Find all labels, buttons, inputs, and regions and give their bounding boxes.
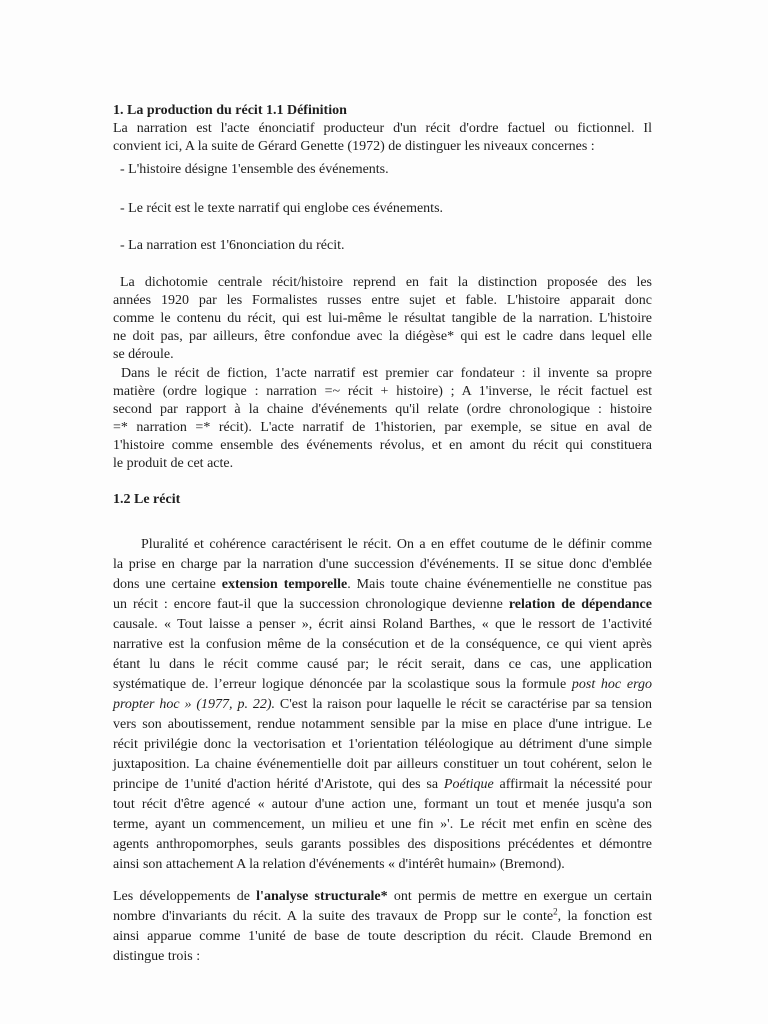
text-run: nombre d'invariants du récit. A la suite des travaux de Propp sur le conte xyxy=(113,909,554,924)
paragraph-line xyxy=(113,775,652,795)
paragraph-dichotomie xyxy=(113,274,652,364)
section-heading-1-block xyxy=(113,102,652,120)
list-item: - Le récit est le texte narratif qui englobe ces événements. xyxy=(120,201,444,216)
paragraph-line xyxy=(113,907,652,927)
italic-text: post hoc ergo xyxy=(571,677,652,692)
paragraph-line: agents anthropomorphes, seuls garants possibles des dispositions précédentes et démontre xyxy=(113,837,652,852)
paragraph-line: 1'histoire comme ensemble des événements révolus, et en amont du récit qui constituera xyxy=(113,438,652,453)
paragraph-line: distingue trois : xyxy=(113,949,201,964)
intro-paragraph xyxy=(113,120,652,156)
level-item-histoire xyxy=(113,161,652,179)
paragraph-pluralite xyxy=(113,535,652,875)
paragraph-line: se déroule. xyxy=(113,347,174,362)
paragraph-line: vers son aboutissement, rendue notamment sensible par la mise en place d'une intrigue. Le xyxy=(113,717,652,732)
text-run: Les développements de xyxy=(113,889,257,904)
paragraph-line: Dans le récit de fiction, 1'acte narratif est premier car fondateur : il invente sa propre xyxy=(121,366,652,381)
text-run: affirmait la nécessité pour xyxy=(493,777,652,792)
text-run: C'est la raison pour laquelle le récit se caractérise par sa tension xyxy=(275,697,652,712)
paragraph-line: La dichotomie centrale récit/histoire reprend en fait la distinction proposée des les xyxy=(120,275,652,290)
paragraph-line: second par rapport à la chaine d'événements qu'il relate (ordre chronologique : histoire xyxy=(113,402,652,417)
paragraph-analyse-structurale xyxy=(113,887,652,967)
paragraph-line: causale. « Tout laisse a penser », écrit ainsi Roland Barthes, « que le ressort de 1'activité xyxy=(113,617,652,632)
section-heading-2-block xyxy=(113,491,652,509)
paragraph-fiction xyxy=(113,365,652,473)
paragraph-line: =* narration =* récit). L'acte narratif de 1'historien, par exemple, se situe en aval de xyxy=(113,420,652,435)
footnote-marker: 2 xyxy=(553,906,558,917)
paragraph-line: La narration est l'acte énonciatif producteur d'un récit d'ordre factuel ou fictionnel. Il xyxy=(113,121,652,136)
text-run: systématique de. l’erreur logique dénoncée par la scolastique sous la formule xyxy=(113,677,572,692)
bold-term: extension temporelle xyxy=(221,577,348,592)
paragraph-line: ne doit pas, par ailleurs, être confondue avec la diégèse* qui est le cadre dans lequel elle xyxy=(113,329,652,344)
paragraph-line xyxy=(113,887,652,907)
text-run: ont permis de mettre en exergue un certain xyxy=(387,889,652,904)
list-item: - L'histoire désigne 1'ensemble des événements. xyxy=(120,162,389,177)
text-run: dons une certaine xyxy=(113,577,222,592)
text-run: . Mais toute chaine événementielle ne constitue pas xyxy=(347,577,652,592)
paragraph-line: récit privilégie donc la vectorisation et 1'orientation téléologique au détriment d'une simple xyxy=(113,737,652,752)
italic-text: propter hoc » (1977, p. 22). xyxy=(113,697,276,712)
list-item: - La narration est 1'6nonciation du récit. xyxy=(120,238,345,253)
paragraph-line: comme le contenu du récit, qui est lui-même le résultat tangible de la narration. L'histoire xyxy=(113,311,652,326)
text-run: , la fonction est xyxy=(557,909,653,924)
paragraph-line: années 1920 par les Formalistes russes entre sujet et fable. L'histoire apparait donc xyxy=(113,293,652,308)
level-item-recit xyxy=(113,200,652,218)
paragraph-line: juxtaposition. La chaine événementielle doit par ailleurs constituer un tout cohérent, selon le xyxy=(113,757,652,772)
paragraph-line: tout récit d'être agencé « autour d'une action une, formant un tout et menée jusqu'a son xyxy=(113,797,652,812)
section-heading: 1.2 Le récit xyxy=(113,492,181,507)
paragraph-line: ainsi son attachement A la relation d'événements « d'intérêt humain» (Bremond). xyxy=(113,857,565,872)
level-item-narration xyxy=(113,237,652,255)
paragraph-line: étant lu dans le récit comme causé par; le récit serait, dans ce cas, une application xyxy=(113,657,652,672)
paragraph-line xyxy=(113,595,652,615)
paragraph-line: convient ici, A la suite de Gérard Genette (1972) de distinguer les niveaux concernes : xyxy=(113,139,595,154)
italic-text: Poétique xyxy=(443,777,494,792)
paragraph-line: narrative est la confusion même de la consécution et de la conséquence, ce qui vient après xyxy=(113,637,652,652)
paragraph-line: le produit de cet acte. xyxy=(113,456,234,471)
paragraph-line: matière (ordre logique : narration =~ récit + histoire) ; A 1'inverse, le récit factuel est xyxy=(113,384,652,399)
paragraph-line xyxy=(113,695,652,715)
bold-term: l'analyse structurale* xyxy=(256,889,388,904)
paragraph-line: la prise en charge par la narration d'une succession d'événements. II se situe donc d'emblée xyxy=(113,557,652,572)
section-heading: 1. La production du récit 1.1 Définition xyxy=(113,103,347,118)
paragraph-line xyxy=(113,675,652,695)
paragraph-line: terme, ayant un commencement, un milieu et une fin »'. Le récit met enfin en scène des xyxy=(113,817,652,832)
text-run: un récit : encore faut-il que la succession chronologique devienne xyxy=(113,597,509,612)
paragraph-line xyxy=(113,575,652,595)
text-run: principe de 1'unité d'action hérité d'Aristote, qui des sa xyxy=(113,777,444,792)
bold-term: relation de dépendance xyxy=(508,597,652,612)
paragraph-line: Pluralité et cohérence caractérisent le récit. On a en effet coutume de le définir comme xyxy=(141,537,652,552)
paragraph-line: ainsi apparue comme 1'unité de base de toute description du récit. Claude Bremond en xyxy=(113,929,652,944)
